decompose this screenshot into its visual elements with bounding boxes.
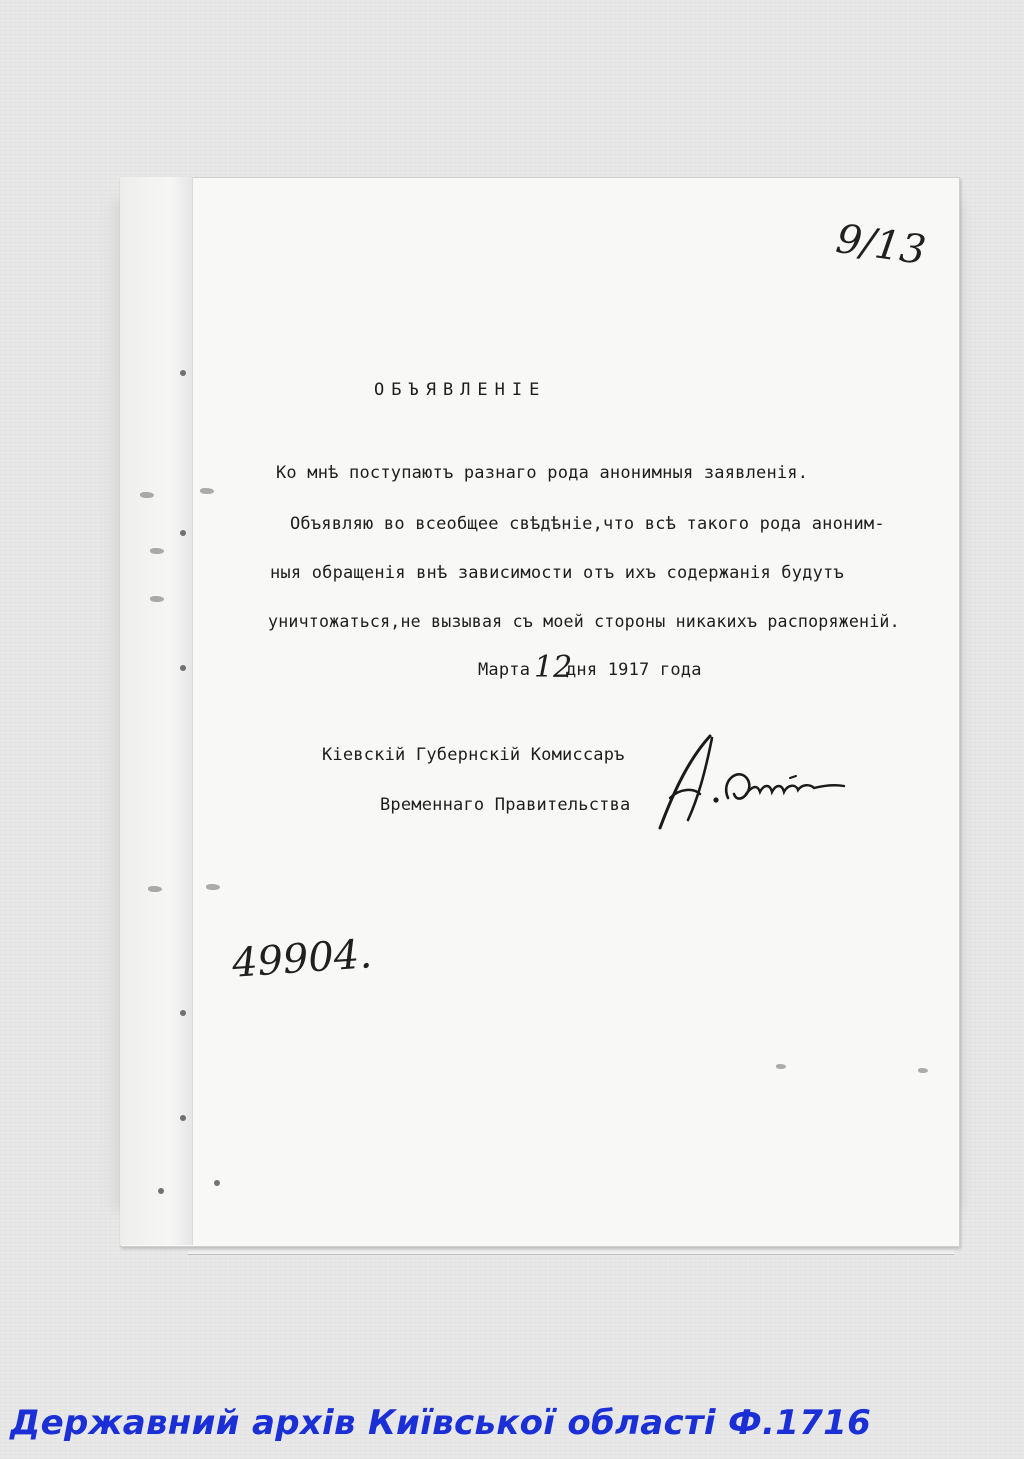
paper-tear [150,596,164,602]
stitch-hole [180,530,186,536]
paper-tear [200,488,214,494]
paragraph-line: ныя обращенія внѣ зависимости отъ ихъ содержанія будутъ [270,563,844,583]
folio-mark: 9/13 [833,215,929,275]
stitch-hole [180,665,186,671]
date-day-handwritten: 12 [534,650,573,685]
date-month: Марта [478,660,531,680]
stitch-hole [180,1010,186,1016]
stitch-hole [180,1115,186,1121]
paper-tear [140,492,154,498]
paper-tear [776,1064,786,1069]
paper-tear [918,1068,928,1073]
paper-tear [148,886,162,892]
stitch-hole [158,1188,164,1194]
signatory-title: Кіевскій Губернскій Комиссаръ [322,745,625,765]
document-sheet [120,177,960,1247]
paper-tear [206,884,220,890]
archive-caption: Державний архів Київської області Ф.1716 [10,1402,872,1443]
stitch-hole [214,1180,220,1186]
signature [650,728,850,838]
document-title: ОБЪЯВЛЕНIЕ [374,380,547,400]
paper-tear [150,548,164,554]
paragraph-line: Объявляю во всеобщее свѣдѣніе,что всѣ такого рода аноним- [290,514,885,534]
binding-strip [120,177,193,1245]
stitch-hole [180,370,186,376]
paragraph-line: Ко мнѣ поступаютъ разнаго рода анонимныя заявленія. [276,463,809,483]
signatory-government: Временнаго Правительства [380,795,631,815]
date-rest: дня 1917 года [566,660,702,680]
inventory-number: 49904. [230,931,374,987]
paragraph-line: уничтожаться,не вызывая съ моей стороны никакихъ распоряженій. [268,612,900,631]
